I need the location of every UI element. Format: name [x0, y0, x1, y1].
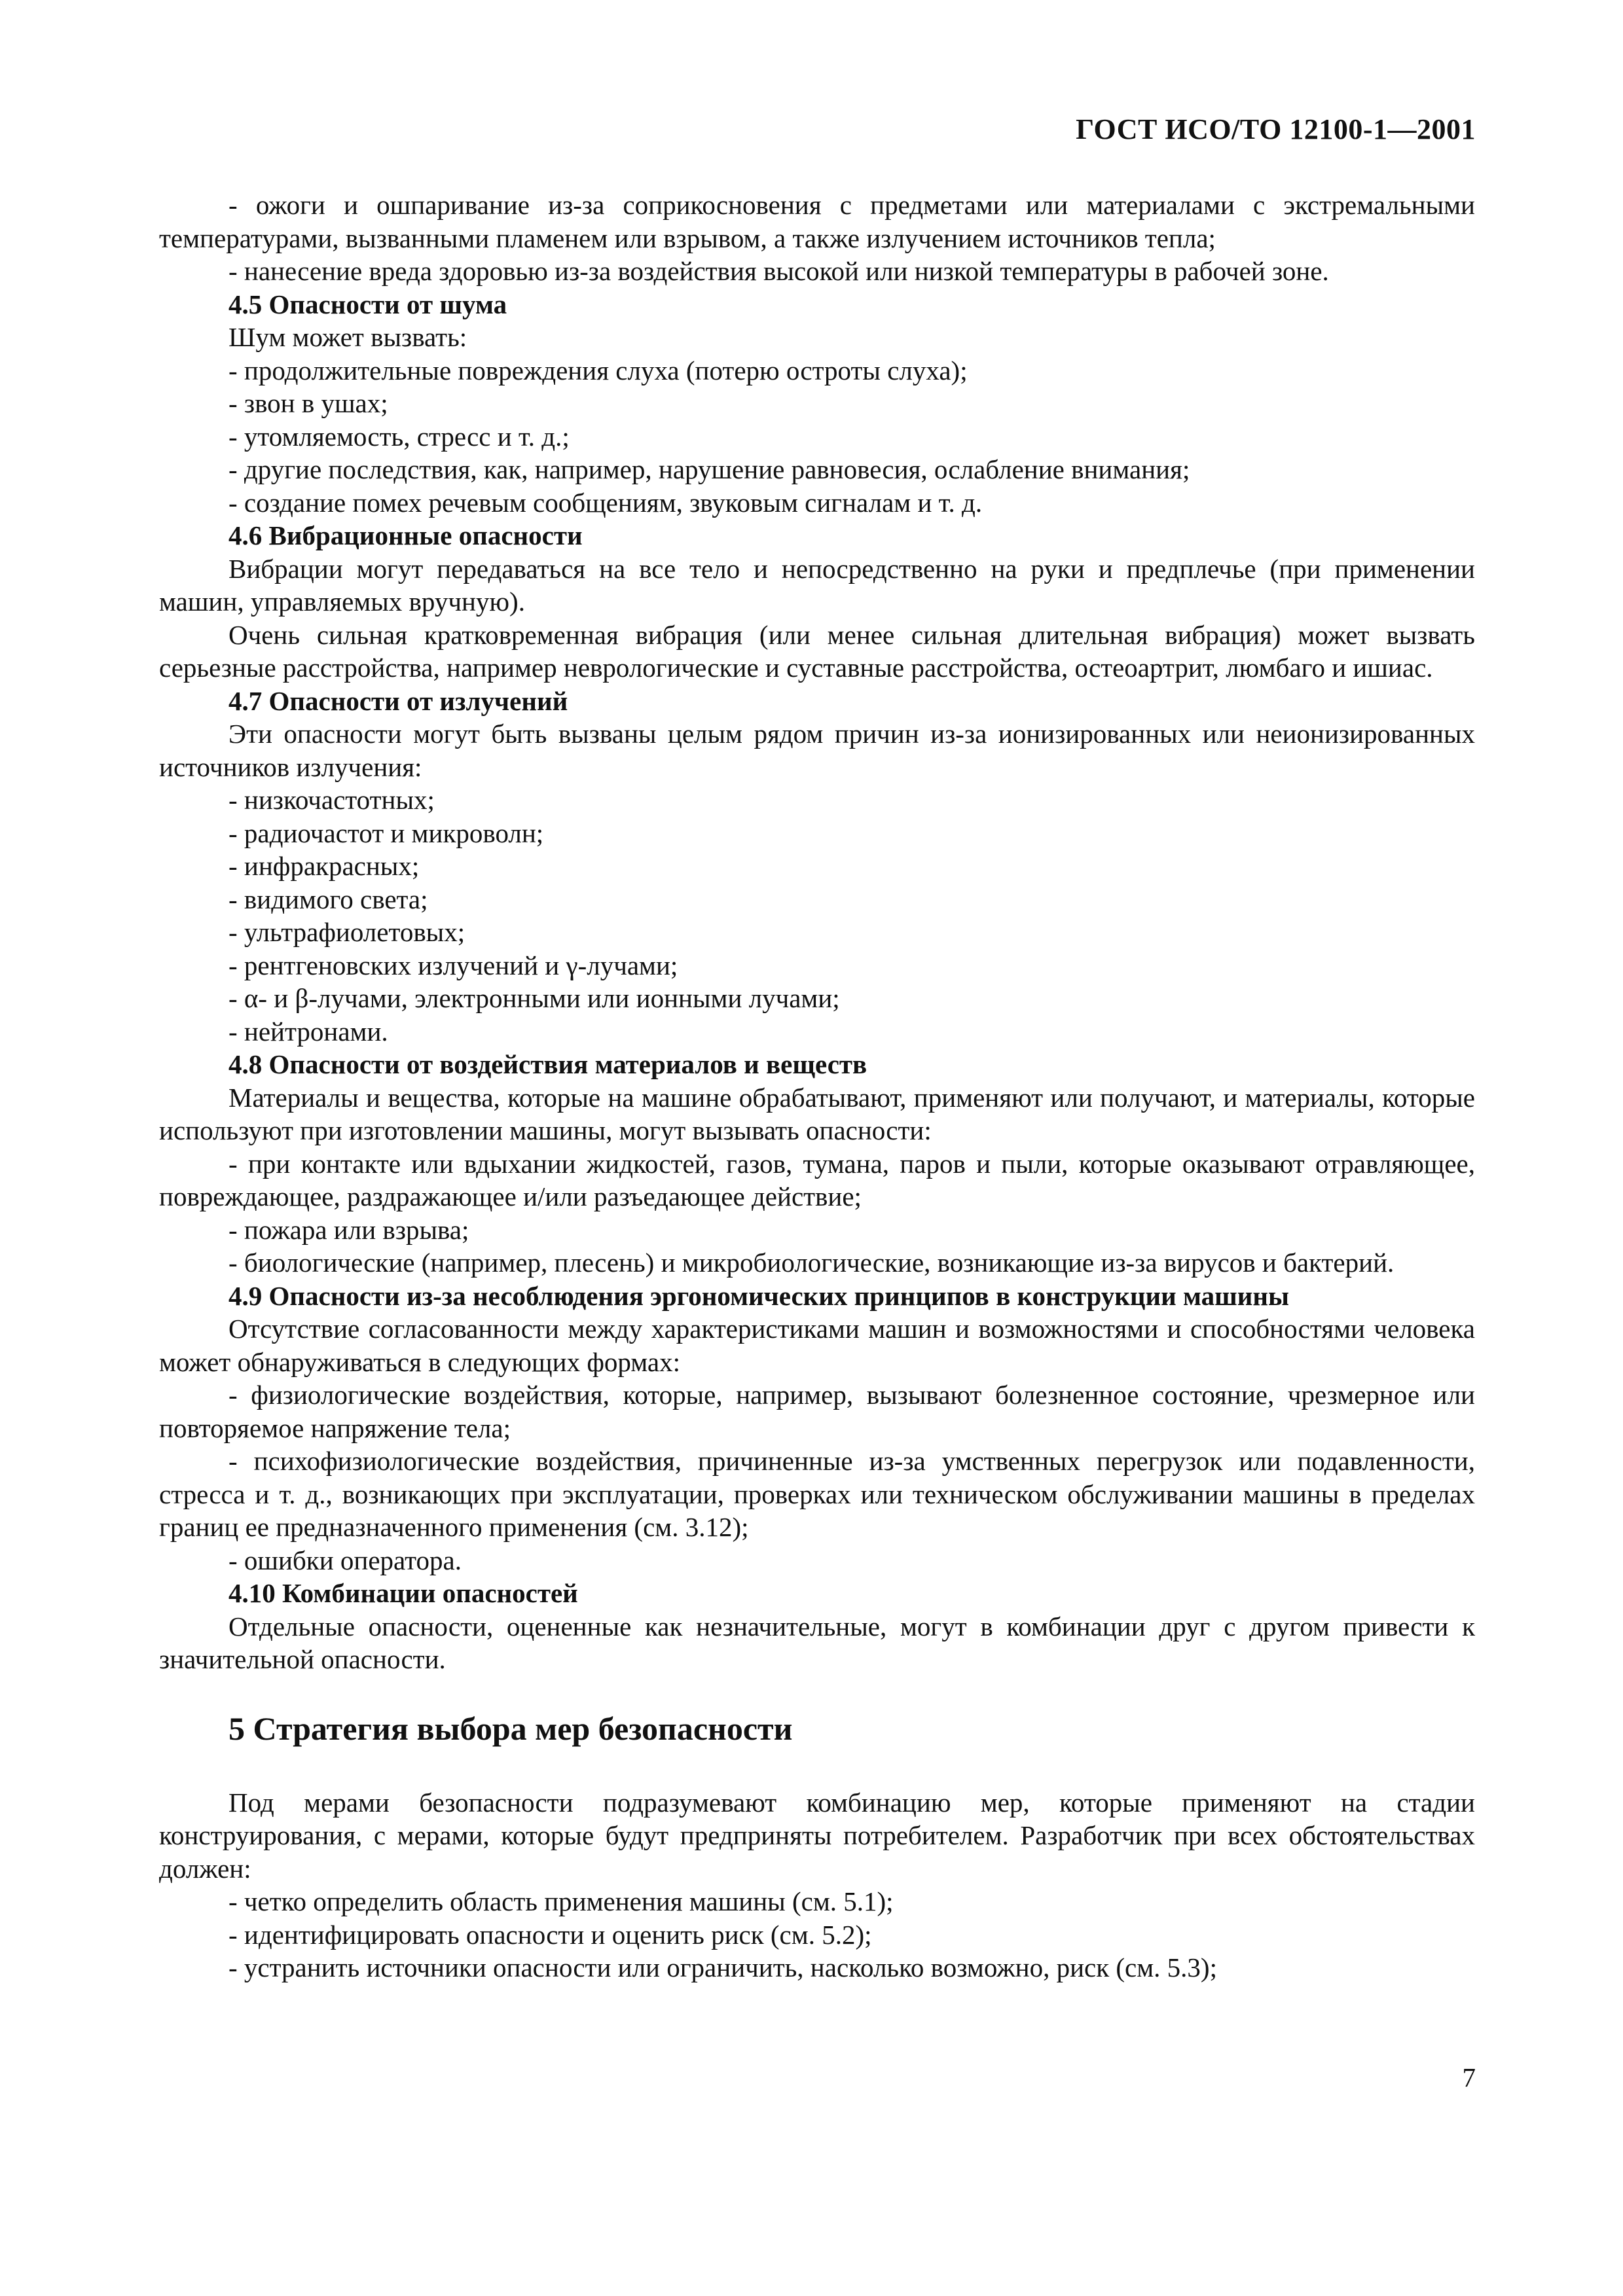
- list-item: - нанесение вреда здоровью из-за воздействия высокой или низкой температуры в рабочей зоне.: [228, 256, 1329, 286]
- list-item: - пожара или взрыва;: [228, 1214, 469, 1245]
- document-header: ГОСТ ИСО/ТО 12100-1—2001: [1076, 113, 1476, 145]
- subsection-heading: 4.6 Вибрационные опасности: [228, 520, 583, 550]
- list-item: - рентгеновских излучений и γ-лучами;: [228, 950, 678, 980]
- list-item: - радиочастот и микроволн;: [228, 817, 544, 848]
- subsection-heading: 4.7 Опасности от излучений: [228, 685, 568, 716]
- list-item: - психофизиологические воздействия, причиненные из-за умственных перегрузок или подавленности, стресса и т. д., возникающих при эксплуатации, проверках или техническом обслуживании машины в пределах границ ее предназначенного применения (см. 3.12);: [159, 1446, 1475, 1542]
- paragraph: Очень сильная кратковременная вибрация (или менее сильная длительная вибрация) может вызвать серьезные расстройства, например неврологические и суставные расстройства, остеоартрит, люмбаго и ишиас.: [159, 619, 1475, 683]
- paragraph: Отдельные опасности, оцененные как незначительные, могут в комбинации друг с другом привести к значительной опасности.: [159, 1611, 1475, 1674]
- list-item: - продолжительные повреждения слуха (потерю остроты слуха);: [228, 355, 968, 386]
- list-item: - четко определить область применения машины (см. 5.1);: [228, 1886, 894, 1916]
- paragraph: Вибрации могут передаваться на все тело и непосредственно на руки и предплечье (при применении машин, управляемых вручную).: [159, 553, 1475, 617]
- paragraph: Материалы и вещества, которые на машине обрабатывают, применяют или получают, и материалы, которые используют при изготовлении машины, могут вызывать опасности:: [159, 1082, 1475, 1145]
- subsection-heading: 4.10 Комбинации опасностей: [228, 1578, 578, 1608]
- list-item: - другие последствия, как, например, нарушение равновесия, ослабление внимания;: [228, 454, 1190, 484]
- page-number: 7: [1462, 2062, 1476, 2092]
- list-item: - идентифицировать опасности и оценить риск (см. 5.2);: [228, 1919, 872, 1950]
- list-item: - нейтронами.: [228, 1016, 388, 1047]
- section-heading: 5 Стратегия выбора мер безопасности: [228, 1710, 793, 1747]
- list-item: - утомляемость, стресс и т. д.;: [228, 421, 570, 452]
- paragraph: Отсутствие согласованности между характеристиками машин и возможностями и способностями человека может обнаруживаться в следующих формах:: [159, 1314, 1475, 1377]
- list-item: - ошибки оператора.: [228, 1545, 462, 1575]
- subsection-heading: 4.5 Опасности от шума: [228, 289, 507, 319]
- list-item: - низкочастотных;: [228, 785, 435, 815]
- list-item: - α- и β-лучами, электронными или ионными лучами;: [228, 983, 840, 1013]
- document-body: [159, 188, 1475, 1984]
- paragraph: Эти опасности могут быть вызваны целым рядом причин из-за ионизированных или неионизированных источников излучения:: [159, 719, 1475, 782]
- paragraph: Под мерами безопасности подразумевают комбинацию мер, которые применяют на стадии конструирования, с мерами, которые будут предприняты потребителем. Разработчик при всех обстоятельствах должен:: [159, 1787, 1475, 1884]
- list-item: - ожоги и ошпаривание из-за соприкосновения с предметами или материалами с экстремальными температурами, вызванными пламенем или взрывом, а также излучением источников тепла;: [159, 190, 1475, 253]
- list-item: - видимого света;: [228, 884, 428, 914]
- list-item: - создание помех речевым сообщениям, звуковым сигналам и т. д.: [228, 487, 983, 518]
- paragraph: Шум может вызвать:: [228, 322, 467, 352]
- list-item: - устранить источники опасности или ограничить, насколько возможно, риск (см. 5.3);: [228, 1952, 1217, 1982]
- subsection-heading: 4.9 Опасности из-за несоблюдения эргономических принципов в конструкции машины: [228, 1280, 1290, 1311]
- list-item: - при контакте или вдыхании жидкостей, газов, тумана, паров и пыли, которые оказывают отравляющее, повреждающее, раздражающее и/или разъедающее действие;: [159, 1148, 1475, 1211]
- list-item: - инфракрасных;: [228, 851, 420, 881]
- list-item: - звон в ушах;: [228, 388, 388, 418]
- subsection-heading: 4.8 Опасности от воздействия материалов и веществ: [228, 1049, 867, 1079]
- list-item: - ультрафиолетовых;: [228, 917, 465, 947]
- list-item: - физиологические воздействия, которые, например, вызывают болезненное состояние, чрезмерное или повторяемое напряжение тела;: [159, 1380, 1475, 1443]
- list-item: - биологические (например, плесень) и микробиологические, возникающие из-за вирусов и бактерий.: [228, 1247, 1395, 1278]
